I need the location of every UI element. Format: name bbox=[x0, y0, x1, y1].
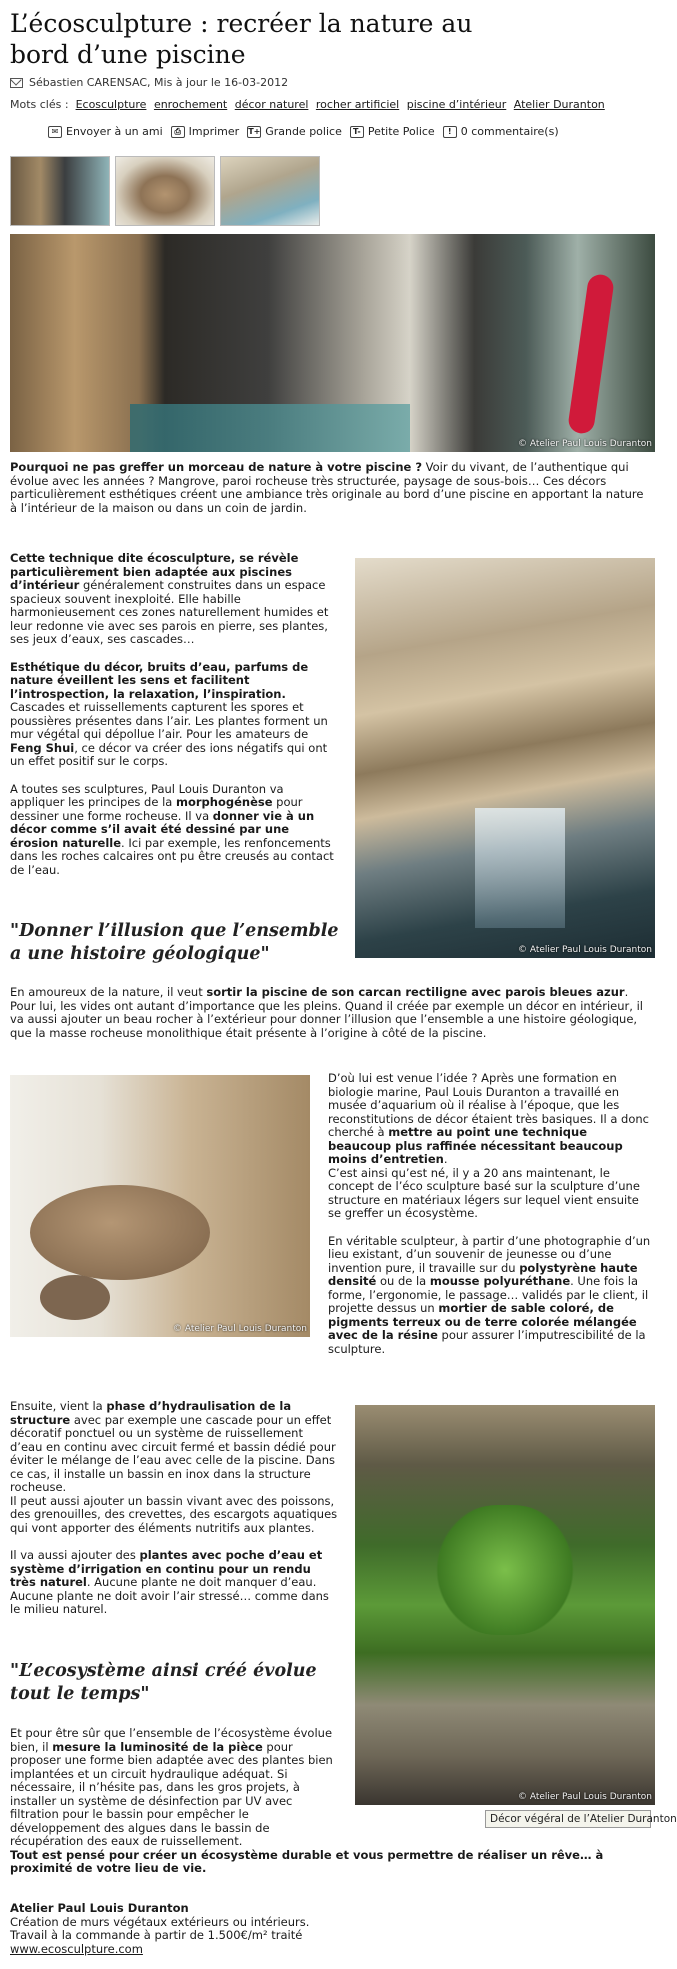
byline bbox=[10, 76, 655, 89]
waterfall-photo bbox=[355, 558, 655, 958]
footer-block bbox=[10, 1902, 410, 1956]
keywords-label: Mots clés : bbox=[10, 98, 69, 111]
paragraph: Esthétique du décor, bruits d’eau, parfums de nature éveillent les sens et facilitent l’introspection, la relaxation, l’inspiration. Cascades et ruissellements capturent les spores et poussières présentes dans l’air. Les plantes forment un mur végétal qui dépollue l’air. Pour les amateurs de Feng Shui, ce décor va créer des ions négatifs qui ont un effet positif sur le corps. bbox=[10, 659, 328, 768]
rock-shape bbox=[40, 1275, 110, 1320]
print-button[interactable]: ⎙ Imprimer bbox=[171, 125, 240, 138]
rock-shape bbox=[30, 1185, 210, 1280]
printer-icon: ⎙ bbox=[171, 126, 185, 138]
green-wall-photo bbox=[355, 1405, 655, 1805]
font-decrease-icon: T- bbox=[350, 126, 364, 138]
keyword-link[interactable]: Ecosculpture bbox=[75, 98, 147, 111]
thumbnail-strip bbox=[10, 156, 320, 226]
hero-photo bbox=[10, 234, 655, 452]
pull-quote: "Donner l’illusion que l’ensemble a une histoire géologique" bbox=[10, 921, 339, 964]
intro-paragraph: Pourquoi ne pas greffer un morceau de nature à votre piscine ? Voir du vivant, de l’authentique qui évolue avec les années ? Mangrove, paroi rocheuse très structurée, paysage de sous-bois… Ces décors particulièrement esthétiques créent une ambiance très originale au bord d’une piscine en apportant la nature à l’intérieur de la maison ou dans un coin de jardin. bbox=[10, 460, 644, 515]
keyword-link[interactable]: rocher artificiel bbox=[315, 98, 400, 111]
photo-credit: © Atelier Paul Louis Duranton bbox=[517, 1792, 652, 1802]
small-font-button[interactable]: T- Petite Police bbox=[350, 125, 435, 138]
section1-text bbox=[10, 552, 338, 891]
footer-line: Création de murs végétaux extérieurs ou intérieurs. bbox=[10, 1914, 310, 1929]
red-sculpture bbox=[567, 273, 615, 435]
article-title: L’écosculpture : recréer la nature au bord d’une piscine bbox=[10, 9, 473, 69]
article-toolbar bbox=[48, 125, 655, 138]
thumbnail-waterfall[interactable] bbox=[220, 156, 320, 226]
paragraph: A toutes ses sculptures, Paul Louis Duranton va appliquer les principes de la morphogénèse pour dessiner une forme rocheuse. Il va donner vie à un décor comme s’il avait été dessiné par une érosion naturelle. Ici par exemple, les renfoncements dans les roches calcaires ont pu être creusés au contact de l’eau. bbox=[10, 781, 334, 877]
waterfall-stream bbox=[475, 808, 565, 928]
section2-text: En amoureux de la nature, il veut sortir la piscine de son carcan rectiligne avec parois bleues azur. Pour lui, les vides ont autant d’importance que les pleins. Quand il créée par exemple un décor en intérieur, il va aussi ajouter un beau rocher à l’extérieur pour donner l’illusion que l’ensemble a une histoire géologique, que la masse rocheuse monolithique était présente à l’origine à côté de la piscine. bbox=[10, 985, 643, 1040]
paragraph: En véritable sculpteur, à partir d’une photographie d’un lieu existant, d’un souvenir de jeunesse ou d’une invention pure, il travaille sur du polystyrène haute densité ou de la mousse polyuréthane. Une fois la forme, l’ergonomie, le passage… validés par le client, il projette dessus un mortier de sable coloré, de pigments terreux ou de terre colorée mélangée avec de la résine pour assurer l’imputrescibilité de la sculpture. bbox=[328, 1233, 651, 1356]
plant-cluster bbox=[435, 1505, 575, 1635]
keyword-link[interactable]: Atelier Duranton bbox=[513, 98, 605, 111]
comments-link[interactable]: ! 0 commentaire(s) bbox=[443, 125, 559, 138]
comment-icon: ! bbox=[443, 126, 457, 138]
paragraph: Cette technique dite écosculpture, se révèle particulièrement bien adaptée aux piscines d’intérieur généralement construites dans un espace spacieux souvent inexploité. Elle habille harmonieusement ces zones naturellement humides et leur redonne vie avec ses parois en pierre, ses plantes, ses jeux d’eaux, ses cascades… bbox=[10, 551, 329, 646]
author-date: Sébastien CARENSAC, Mis à jour le 16-03-2012 bbox=[29, 76, 289, 89]
photo-credit: © Atelier Paul Louis Duranton bbox=[517, 439, 652, 449]
website-link[interactable]: www.ecosculpture.com bbox=[10, 1941, 143, 1956]
thumbnail-pool-wall[interactable] bbox=[10, 156, 110, 226]
envelope-icon: ✉ bbox=[48, 126, 62, 138]
large-font-button[interactable]: T+ Grande police bbox=[248, 125, 342, 138]
section4-closing: Et pour être sûr que l’ensemble de l’écosystème évolue bien, il mesure la luminosité de la pièce pour proposer une forme bien adaptée avec des plantes bien implantées et un circuit hydraulique adéquat. Si nécessaire, il n’hésite pas, dans les gros projets, à installer un système de désinfection par UV avec filtration pour le bassin pour empêcher le développement des algues dans le bassin de récupération des eaux de ruissellement. Tout est pensé pour créer un écosystème durable et vous permettre de réaliser un rêve… à proximité de votre lieu de vie. bbox=[10, 1726, 604, 1875]
image-tooltip: Décor végéral de l’Atelier Duranton bbox=[485, 1810, 651, 1828]
paragraph: D’où lui est venue l’idée ? Après une formation en biologie marine, Paul Louis Duranton a travaillé en musée d’aquarium où il réalise à l’époque, que les reconstitutions de décor étaient très basiques. Il a donc cherché à mettre au point une technique beaucoup plus raffinée nécessitant beaucoup moins d’entretien. C’est ainsi qu’est né, il y a 20 ans maintenant, le concept de l’éco sculpture basé sur la sculpture d’une structure en matériaux légers sur lequel vient ensuite se greffer un écosystème. bbox=[328, 1071, 649, 1220]
footer-line: Travail à la commande à partir de 1.500€/m² traité bbox=[10, 1928, 303, 1942]
paragraph: Il va aussi ajouter des plantes avec poche d’eau et système d’irrigation en continu pour un rendu très naturel. Aucune plante ne doit manquer d’eau. Aucune plante ne doit avoir l’air stressé… comme dans le milieu naturel. bbox=[10, 1548, 329, 1616]
pool-water bbox=[130, 404, 410, 452]
section3-text bbox=[328, 1072, 654, 1370]
keyword-link[interactable]: piscine d’intérieur bbox=[406, 98, 507, 111]
footer-name: Atelier Paul Louis Duranton bbox=[10, 1901, 189, 1915]
font-increase-icon: T+ bbox=[248, 126, 261, 136]
paragraph: Ensuite, vient la phase d’hydraulisation de la structure avec par exemple une cascade pour un effet décoratif ponctuel ou un système de ruissellement d’eau en continu avec circuit fermé et bassin dédié pour éviter le mélange de l’eau avec celle de la piscine. Dans ce cas, il installe un bassin en inox dans la structure rocheuse. Il peut aussi ajouter un bassin vivant avec des poissons, des grenouilles, des crevettes, des escargots aquatiques qui vont apporter des éléments nutritifs aux plantes. bbox=[10, 1399, 338, 1535]
thumbnail-rock[interactable] bbox=[115, 156, 215, 226]
envelope-icon[interactable] bbox=[10, 78, 23, 88]
send-to-friend-button[interactable]: ✉ Envoyer à un ami bbox=[48, 125, 163, 138]
rock-photo bbox=[10, 1075, 310, 1337]
photo-credit: © Atelier Paul Louis Duranton bbox=[172, 1324, 307, 1334]
keywords-row bbox=[10, 98, 655, 111]
section4-text bbox=[10, 1400, 338, 1631]
keyword-link[interactable]: enrochement bbox=[153, 98, 228, 111]
keyword-link[interactable]: décor naturel bbox=[234, 98, 309, 111]
pull-quote: "L’ecosystème ainsi créé évolue tout le temps" bbox=[10, 1661, 317, 1704]
photo-credit: © Atelier Paul Louis Duranton bbox=[517, 945, 652, 955]
